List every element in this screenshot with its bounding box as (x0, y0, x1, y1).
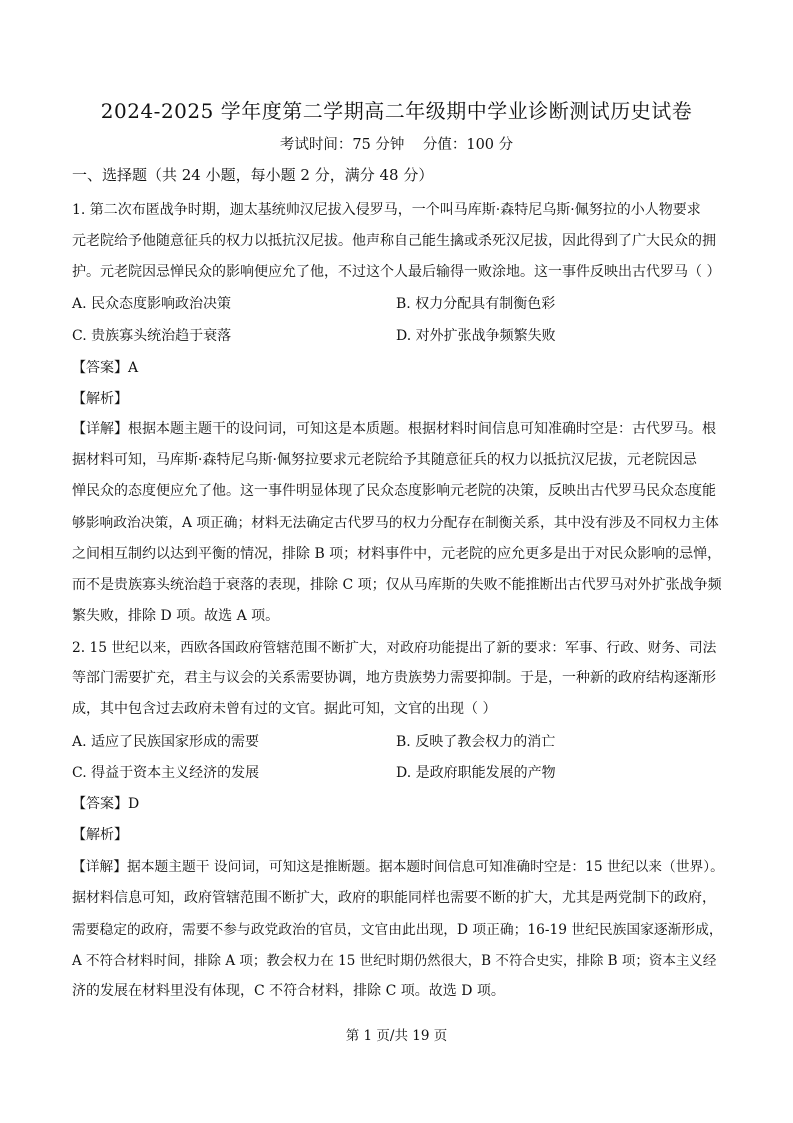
q1-stem-line: 1. 第二次布匿战争时期，迦太基统帅汉尼拔入侵罗马，一个叫马库斯·森特尼乌斯·佩努拉的小人物要求 (72, 202, 701, 218)
section-heading: 一、选择题（共 24 小题，每小题 2 分，满分 48 分） (72, 166, 434, 184)
q1-detail-line: 够影响政治决策，A 项正确；材料无法确定古代罗马的权力分配存在制衡关系，其中没有涉及不同权力主体 (72, 515, 719, 531)
q1-option-d: D. 对外扩张战争频繁失败 (396, 328, 556, 344)
q1-answer: 【答案】A (72, 360, 139, 376)
q2-detail-line: 需要稳定的政府，需要不参与政党政治的官员，文官由此出现，D 项正确；16-19 世纪民族国家逐渐形成， (72, 922, 723, 938)
page-title: 2024-2025 学年度第二学期高二年级期中学业诊断测试历史试卷 (100, 99, 693, 123)
q1-detail-line: 【详解】根据本题主题干的设问词，可知这是本质题。根据材料时间信息可知准确时空是：古代罗马。根 (72, 421, 716, 437)
q1-detail-line: 惮民众的态度便应允了他。这一事件明显体现了民众态度影响元老院的决策，反映出古代罗马民众态度能 (72, 483, 716, 499)
q1-option-c: C. 贵族寡头统治趋于衰落 (72, 328, 232, 344)
q2-analysis-label: 【解析】 (72, 827, 128, 843)
q2-option-c: C. 得益于资本主义经济的发展 (72, 765, 260, 781)
q1-option-a: A. 民众态度影响政治决策 (72, 296, 232, 312)
q1-stem-line: 护。元老院因忌惮民众的影响便应允了他，不过这个人最后输得一败涂地。这一事件反映出古代罗马（ ） (72, 264, 721, 280)
page-footer: 第 1 页/共 19 页 (345, 1028, 448, 1044)
q2-answer: 【答案】D (72, 796, 140, 812)
q1-detail-line: 繁失败，排除 D 项。故选 A 项。 (72, 608, 280, 624)
q2-stem-line: 成，其中包含过去政府未曾有过的文官。据此可知，文官的出现（ ） (72, 701, 497, 717)
q1-detail-line: 据材料可知，马库斯·森特尼乌斯·佩努拉要求元老院给予其随意征兵的权力以抵抗汉尼拔，元老院因忌 (72, 452, 697, 468)
q2-option-a: A. 适应了民族国家形成的需要 (72, 734, 260, 750)
q2-option-b: B. 反映了教会权力的消亡 (396, 734, 556, 750)
q2-detail-line: 济的发展在材料里没有体现，C 不符合材料，排除 C 项。故选 D 项。 (72, 983, 505, 999)
q2-detail-line: 据材料信息可知，政府管辖范围不断扩大，政府的职能同样也需要不断的扩大，尤其是两党制下的政府， (72, 890, 716, 906)
q2-option-d: D. 是政府职能发展的产物 (396, 765, 556, 781)
q2-detail-line: A 不符合材料时间，排除 A 项；教会权力在 15 世纪时期仍然很大，B 不符合史实，排除 B 项；资本主义经 (72, 953, 717, 969)
exam-info: 考试时间：75 分钟 分值：100 分 (279, 137, 514, 153)
q1-detail-line: 而不是贵族寡头统治趋于衰落的表现，排除 C 项；仅从马库斯的失败不能推断出古代罗马对外扩张战争频 (72, 577, 722, 593)
q1-option-b: B. 权力分配具有制衡色彩 (396, 296, 556, 312)
q1-detail-line: 之间相互制约以达到平衡的情况，排除 B 项；材料事件中，元老院的应允更多是出于对民众影响的忌惮， (72, 546, 722, 562)
q2-stem-line: 2. 15 世纪以来，西欧各国政府管辖范围不断扩大，对政府功能提出了新的要求：军事、行政、财务、司法 (72, 640, 717, 656)
q2-detail-line: 【详解】据本题主题干 设问词，可知这是推断题。据本题时间信息可知准确时空是：15 世纪以来（世界）。 (72, 859, 724, 875)
q1-analysis-label: 【解析】 (72, 391, 128, 407)
q1-stem-line: 元老院给予他随意征兵的权力以抵抗汉尼拔。他声称自己能生擒或杀死汉尼拔，因此得到了广大民众的拥 (72, 233, 716, 249)
q2-stem-line: 等部门需要扩充，君主与议会的关系需要协调，地方贵族势力需要抑制。于是，一种新的政府结构逐渐形 (72, 670, 716, 686)
